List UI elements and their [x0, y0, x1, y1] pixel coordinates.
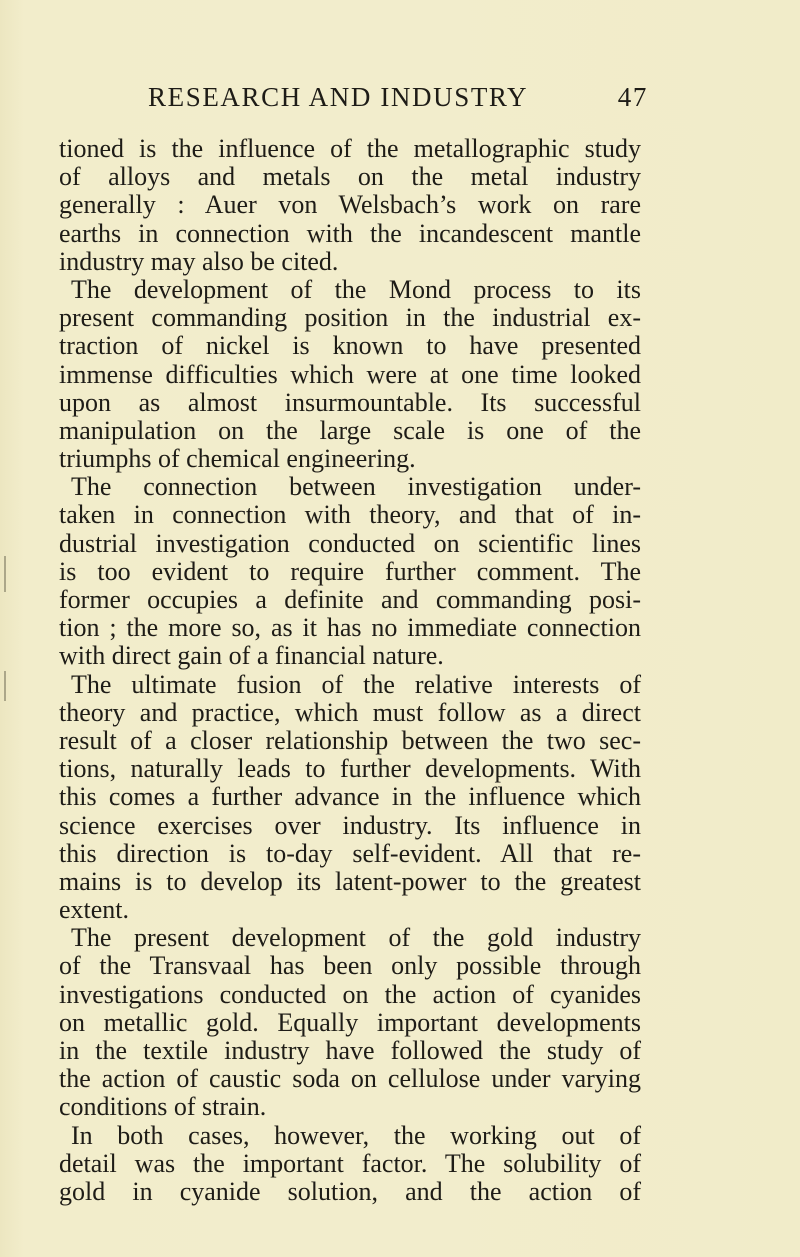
text-line: upon as almost insurmountable. Its successful	[59, 387, 641, 417]
text-line: manipulation on the large scale is one of the	[59, 415, 641, 445]
text-line: present commanding position in the industrial ex-	[59, 303, 641, 333]
text-line: with direct gain of a financial nature.	[59, 641, 444, 671]
text-line: detail was the important factor. The solubility of	[59, 1148, 641, 1178]
text-line: in the textile industry have followed the study of	[59, 1036, 641, 1065]
text-line: triumphs of chemical engineering.	[59, 444, 416, 474]
text-line: immense difficulties which were at one time looked	[59, 359, 641, 389]
text-line: generally : Auer von Welsbach’s work on rare	[59, 190, 641, 220]
text-line: tion ; the more so, as it has no immediate connection	[59, 613, 641, 643]
text-line: on metallic gold. Equally important developments	[59, 1007, 641, 1037]
text-line: this direction is to-day self-evident. All that re-	[59, 838, 641, 868]
text-line: result of a closer relationship between the two sec-	[59, 725, 641, 755]
text-line: gold in cyanide solution, and the action of	[59, 1176, 641, 1206]
text-line: The development of the Mond process to its	[71, 274, 641, 304]
text-line: investigations conducted on the action of cyanides	[59, 979, 641, 1009]
text-line: taken in connection with theory, and that of in-	[59, 500, 641, 530]
text-line: this comes a further advance in the influence which	[59, 782, 641, 812]
text-line: earths in connection with the incandescent mantle	[59, 218, 641, 248]
text-line: The present development of the gold industry	[71, 923, 641, 953]
text-line: former occupies a definite and commanding posi-	[59, 585, 641, 614]
text-line: tioned is the influence of the metallographic study	[59, 134, 641, 163]
text-line: theory and practice, which must follow as a direct	[59, 697, 641, 727]
text-line: In both cases, however, the working out of	[71, 1120, 641, 1150]
text-line: of the Transvaal has been only possible through	[59, 951, 641, 981]
body-text	[59, 135, 641, 1206]
running-head-title: RESEARCH AND INDUSTRY	[148, 82, 529, 112]
page-edge-shadow-bottom	[4, 671, 6, 701]
text-line: of alloys and metals on the metal industry	[59, 162, 641, 192]
page-number: 47	[617, 82, 648, 112]
running-head	[148, 82, 648, 118]
text-line: The connection between investigation under-	[71, 472, 641, 502]
text-line: traction of nickel is known to have presented	[59, 331, 641, 361]
text-line: extent.	[59, 895, 130, 925]
text-line: mains is to develop its latent-power to the greatest	[59, 866, 641, 896]
text-line: The ultimate fusion of the relative interests of	[71, 669, 641, 699]
page-edge-shadow-top	[4, 556, 6, 592]
text-line: the action of caustic soda on cellulose under varying	[59, 1064, 641, 1094]
text-line: dustrial investigation conducted on scientific lines	[59, 528, 641, 558]
text-line: tions, naturally leads to further developments. With	[59, 754, 641, 784]
text-line: conditions of strain.	[59, 1092, 267, 1122]
text-line: science exercises over industry. Its influence in	[59, 810, 641, 840]
text-line: industry may also be cited.	[59, 246, 339, 276]
text-line: is too evident to require further comment. The	[59, 556, 641, 586]
